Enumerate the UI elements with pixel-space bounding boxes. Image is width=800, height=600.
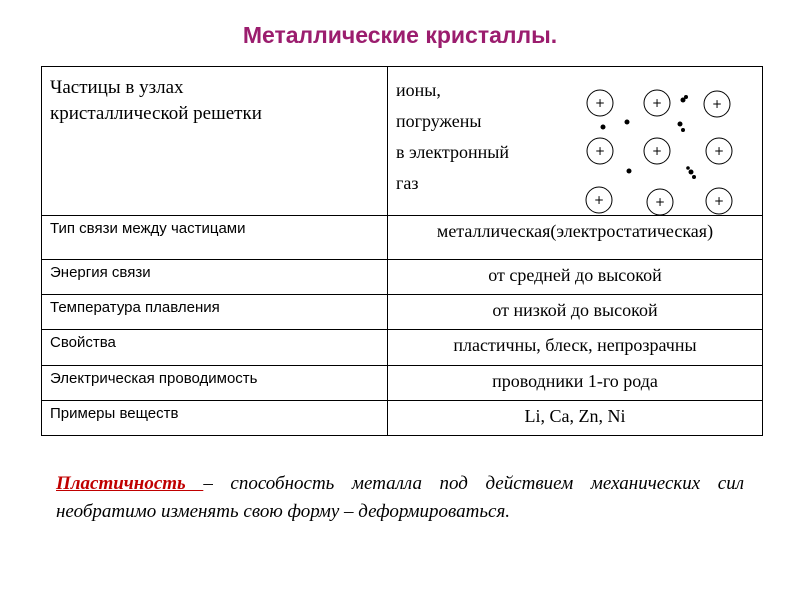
row-value: проводники 1-го рода: [492, 371, 658, 391]
electron-icon: [684, 95, 688, 99]
table-row: [42, 401, 763, 436]
ion-charge: +: [654, 195, 666, 209]
electron-icon: [625, 120, 630, 125]
electron-icon: [689, 170, 694, 175]
table-row: [42, 330, 763, 366]
row-value: Li, Ca, Zn, Ni: [524, 406, 626, 426]
definition-term: Пластичность: [56, 473, 204, 494]
table-row: [42, 366, 763, 401]
electron-icon: [692, 175, 696, 179]
row-value: от низкой до высокой: [492, 300, 658, 320]
ion-charge: +: [593, 193, 605, 207]
definition-text: – способность металла под действием механических сил необратимо изменять свою форму – деформироваться.: [56, 473, 745, 522]
electron-icon: [627, 169, 632, 174]
electron-icon: [601, 125, 606, 130]
row-label: Тип связи между частицами: [50, 220, 246, 237]
table-cell-value: [388, 67, 763, 216]
row-label: Электрическая проводимость: [50, 370, 258, 387]
page-title: Металлические кристаллы.: [242, 22, 558, 48]
row-label: Свойства: [50, 334, 116, 351]
value-line: в электронный: [396, 142, 509, 162]
table-row: [42, 67, 763, 216]
ion-charge: +: [594, 144, 606, 158]
row-value: пластичны, блеск, непрозрачны: [453, 335, 697, 355]
table-row: [42, 260, 763, 295]
ion-charge: +: [713, 194, 725, 208]
ion-charge: +: [713, 144, 725, 158]
value-line: погружены: [396, 111, 482, 131]
row-value: металлическая(электростатическая): [436, 221, 714, 241]
row-label: Температура плавления: [50, 299, 220, 316]
ion-charge: +: [594, 96, 606, 110]
row-label: Энергия связи: [50, 264, 151, 281]
label-line: Частицы в узлах: [50, 77, 184, 98]
table-row: [42, 295, 763, 330]
ion-charge: +: [711, 97, 723, 111]
electron-icon: [678, 122, 683, 127]
label-line: кристаллической решетки: [50, 103, 262, 124]
table-cell-label: [42, 67, 388, 216]
value-line: ионы,: [396, 80, 441, 100]
electron-icon: [681, 128, 685, 132]
metal-lattice-diagram: [558, 73, 758, 215]
electron-icon: [686, 166, 690, 170]
ion-charge: +: [651, 144, 663, 158]
row-value: от средней до высокой: [488, 265, 662, 285]
plasticity-definition: [56, 470, 744, 526]
crystal-properties-table: [41, 66, 763, 436]
ion-charge: +: [651, 96, 663, 110]
row-label: Примеры веществ: [50, 405, 179, 422]
table-row: [42, 216, 763, 260]
value-line: газ: [396, 173, 419, 193]
